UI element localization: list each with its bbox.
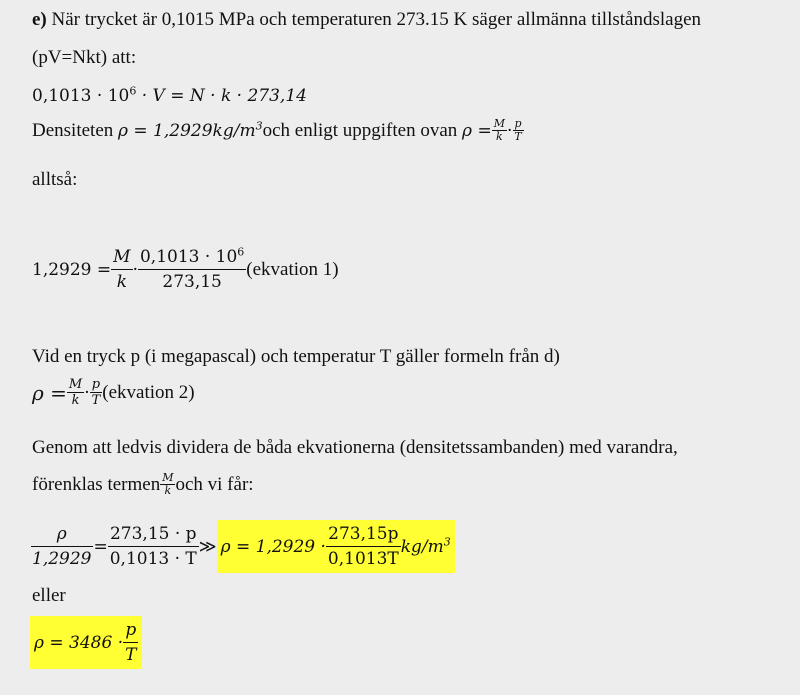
eqn2-frac-M-k: $\frac{M}{k}$: [68, 377, 83, 408]
eq-exponent: 6: [129, 84, 137, 98]
eqn2-lhs: ρ =: [32, 380, 67, 405]
eqn1-frac-M-k: $\frac{M}{k}$: [113, 247, 131, 292]
eqn1-label: (ekvation 1): [246, 258, 339, 280]
eqn2-frac-p-T: $\frac{p}{T}$: [91, 377, 101, 408]
genom-line: Genom att ledvis dividera de båda ekvationerna (densitetssambanden) med varandra,: [32, 437, 678, 458]
implies: ≫: [198, 536, 217, 557]
highlighted-result: ρ = 3486 · $\frac{p}{T}$: [30, 616, 142, 669]
hl-frac: $\frac{273,15p}{0,1013T}$: [327, 524, 399, 569]
intro-line-1: [32, 8, 701, 32]
frac-p-T: $\frac{p}{T}$: [514, 117, 522, 143]
frac-M-k: $\frac{M}{k}$: [493, 117, 505, 143]
final-rhs-frac: $\frac{273,15 \cdot p}{0,1013 \cdot T}$: [109, 524, 197, 569]
forenklas-text: förenklas termen: [32, 473, 161, 495]
state-equation: [32, 84, 307, 108]
result-equation: [30, 616, 142, 669]
vid-line: Vid en tryck p (i megapascal) och temperatur T gäller formeln från d): [32, 346, 560, 367]
eqn2-label: (ekvation 2): [102, 381, 195, 403]
alltsa-line: alltså:: [32, 169, 78, 190]
equation-1: [32, 245, 339, 294]
intro-text: När trycket är 0,1015 MPa och temperaturen 273.15 K säger allmänna tillståndslagen: [46, 9, 702, 30]
density-unit: $kg/m^3$: [212, 118, 263, 141]
density-line: [32, 118, 524, 143]
forenklas-line: [32, 472, 254, 497]
dot: ·: [506, 120, 513, 141]
forenklas-frac: $\frac{M}{k}$: [162, 471, 174, 497]
forenklas-text-2: och vi får:: [175, 473, 254, 495]
part-label: e): [32, 9, 47, 30]
density-text: Densiteten: [32, 119, 114, 141]
final-equation: [30, 520, 455, 573]
result-frac: $\frac{p}{T}$: [125, 620, 137, 665]
final-lhs-frac: $\frac{\rho}{1,2929}$: [32, 524, 92, 569]
highlighted-formula: ρ = 1,2929 · $\frac{273,15p}{0,1013T}$ $kg/m^3$: [217, 520, 455, 573]
eq-mantissa: 0,1013 · 10: [32, 86, 130, 106]
equation-2: [32, 377, 195, 408]
eqn1-frac: $\frac{0,1013 \cdot 10^6}{273,15}$: [139, 245, 245, 292]
rho-eq: ρ =: [462, 120, 492, 141]
eqn1-lhs: 1,2929 =: [32, 259, 112, 280]
dot: ·: [132, 259, 138, 280]
equals: =: [93, 536, 108, 557]
dot: ·: [84, 382, 90, 403]
density-value: ρ = 1,2929: [118, 120, 213, 141]
hl-unit: $kg/m^3$: [400, 534, 451, 557]
intro-line-2: (pV=Nkt) att:: [32, 47, 137, 68]
eq-rest: · V = N · k · 273,14: [136, 86, 307, 106]
density-text-2: och enligt uppgiften ovan: [262, 119, 458, 141]
eller-line: eller: [32, 585, 66, 606]
